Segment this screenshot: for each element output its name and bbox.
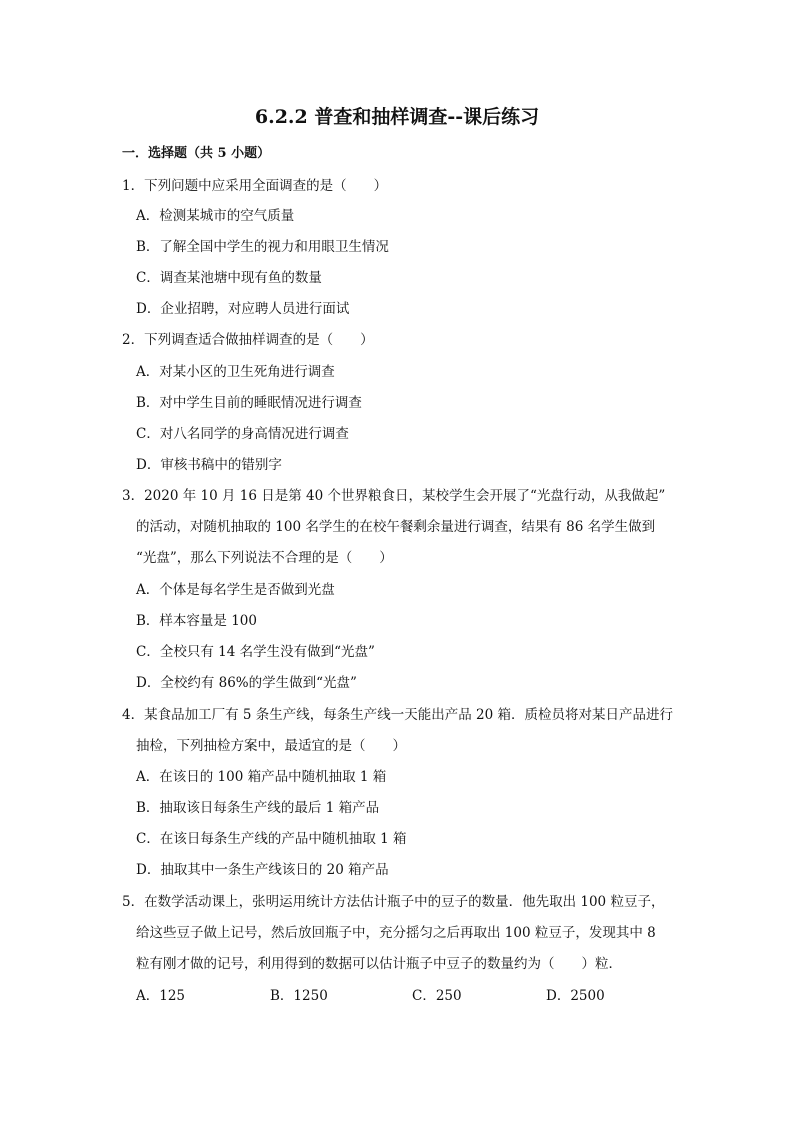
question-2-stem: 2．下列调查适合做抽样调查的是（ ） xyxy=(122,332,374,348)
question-5-option-d: D．2500 xyxy=(546,988,605,1004)
question-5-option-b: B．1250 xyxy=(270,988,328,1004)
question-1-option-b: B．了解全国中学生的视力和用眼卫生情况 xyxy=(136,239,389,255)
question-3-stem-line-3: “光盘”，那么下列说法不合理的是（ ） xyxy=(136,550,393,566)
question-4-stem-line-1: 4．某食品加工厂有 5 条生产线，每条生产线一天能出产品 20 箱．质检员将对某日产品进行 xyxy=(122,707,674,723)
question-5-stem-line-3: 粒有刚才做的记号，利用得到的数据可以估计瓶子中豆子的数量约为（ ）粒． xyxy=(136,956,622,972)
question-2-option-c: C．对八名同学的身高情况进行调查 xyxy=(136,426,349,442)
question-3-stem-line-2: 的活动，对随机抽取的 100 名学生的在校午餐剩余量进行调查，结果有 86 名学生做到 xyxy=(136,519,656,535)
question-1-option-c: C．调查某池塘中现有鱼的数量 xyxy=(136,270,322,286)
question-1-option-a: A．检测某城市的空气质量 xyxy=(136,208,295,224)
question-4-option-d: D．抽取其中一条生产线该日的 20 箱产品 xyxy=(136,862,389,878)
question-1-option-d: D．企业招聘，对应聘人员进行面试 xyxy=(136,301,350,317)
question-4-stem-line-2: 抽检，下列抽检方案中，最适宜的是（ ） xyxy=(136,738,406,754)
question-3-option-b: B．样本容量是 100 xyxy=(136,613,257,629)
question-2-option-d: D．审核书稿中的错别字 xyxy=(136,457,282,473)
question-5-stem-line-2: 给这些豆子做上记号，然后放回瓶子中，充分摇匀之后再取出 100 粒豆子，发现其中 8 xyxy=(136,925,656,941)
question-4-option-c: C．在该日每条生产线的产品中随机抽取 1 箱 xyxy=(136,831,407,847)
question-1-stem: 1．下列问题中应采用全面调查的是（ ） xyxy=(122,178,388,194)
question-5-option-a: A．125 xyxy=(136,988,186,1004)
question-2-option-a: A．对某小区的卫生死角进行调查 xyxy=(136,364,335,380)
question-5-option-c: C．250 xyxy=(412,988,462,1004)
question-5-stem-line-1: 5．在数学活动课上，张明运用统计方法估计瓶子中的豆子的数量．他先取出 100 粒豆子， xyxy=(122,894,665,910)
question-3-option-d: D．全校约有 86%的学生做到“光盘” xyxy=(136,675,357,691)
question-3-option-a: A．个体是每名学生是否做到光盘 xyxy=(136,582,335,598)
question-2-option-b: B．对中学生目前的睡眠情况进行调查 xyxy=(136,395,362,411)
question-4-option-b: B．抽取该日每条生产线的最后 1 箱产品 xyxy=(136,800,380,816)
document-title: 6.2.2 普查和抽样调查--课后练习 xyxy=(254,106,540,128)
question-4-option-a: A．在该日的 100 箱产品中随机抽取 1 箱 xyxy=(136,769,387,785)
question-3-option-c: C．全校只有 14 名学生没有做到“光盘” xyxy=(136,644,375,660)
section-heading: 一．选择题（共 5 小题） xyxy=(122,146,271,161)
question-3-stem-line-1: 3．2020 年 10 月 16 日是第 40 个世界粮食日，某校学生会开展了“光盘行动，从我做起” xyxy=(122,488,666,504)
